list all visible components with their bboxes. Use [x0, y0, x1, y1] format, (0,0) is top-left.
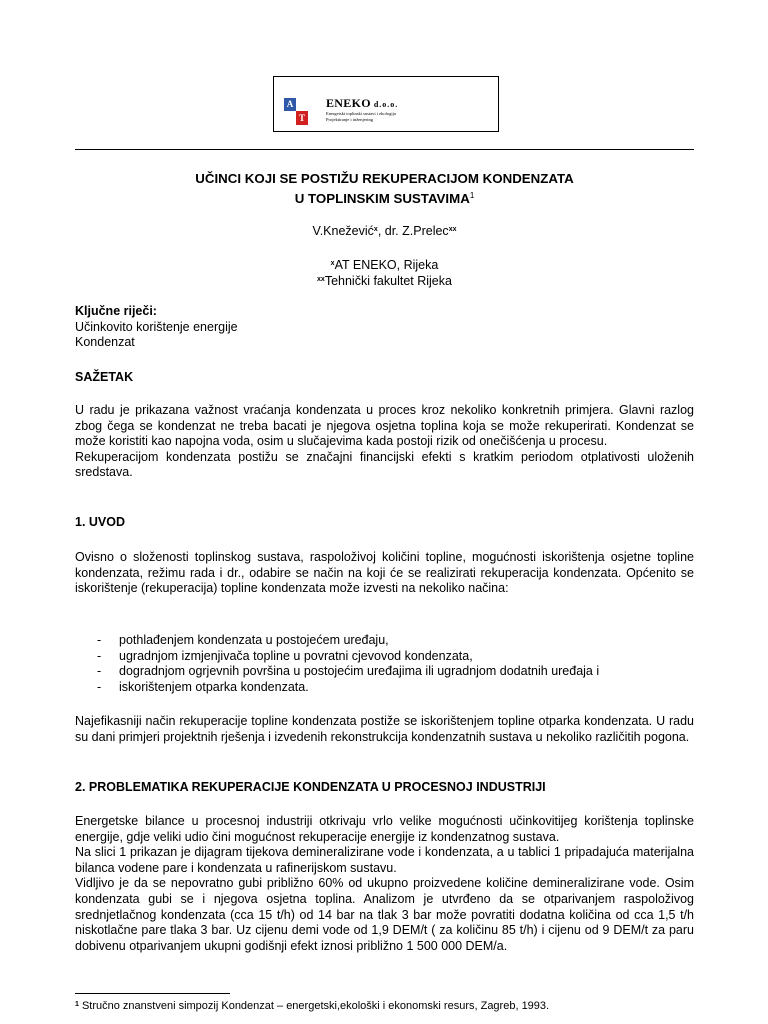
author-1-mark: x — [373, 226, 378, 233]
section-1-paragraph-1: Ovisno o složenosti toplinskog sustava, raspoloživoj količini topline, mogućnosti iskorištenja osjetne topline kondenzata, režimu rada i dr., odabire se način na koji će se realizirati rekuperacija kondenzata. Općenito se iskorištenje (rekuperacija) topline kondenzata može izvesti na nekoliko načina: — [75, 550, 694, 596]
section-2-paragraph-1: Energetske bilance u procesnoj industriji otkrivaju vrlo velike mogućnosti učinkovitijeg korištenja toplinske energije, gdje veliki udio čini mogućnost rekuperacije energije iz kondenzatnog sustava. — [75, 814, 694, 844]
keyword-item: Kondenzat — [75, 335, 135, 350]
footnote-divider — [75, 993, 230, 994]
list-item — [75, 649, 694, 665]
footnote — [75, 998, 549, 1013]
list-item — [75, 633, 694, 649]
author-1: V.Knežević — [312, 224, 374, 238]
footnote-mark: 1 — [75, 1001, 79, 1008]
logo-tagline — [326, 111, 396, 122]
title-footnote-mark: 1 — [469, 191, 475, 200]
keywords-section — [75, 304, 694, 351]
document-title — [75, 170, 694, 207]
title-line2 — [75, 187, 694, 207]
section-1-conclusion — [75, 714, 694, 745]
author-2: Z.Prelec — [402, 224, 449, 238]
author-2-mark: xx — [448, 226, 457, 233]
company-logo — [273, 76, 499, 132]
list-item-text: ugradnjom izmjenjivača topline u povratni cjevovod kondenzata, — [119, 648, 473, 663]
keyword-item: Učinkovito korištenje energije — [75, 319, 238, 334]
section-1-heading — [75, 515, 694, 531]
affiliation-2-mark: xx — [317, 276, 325, 283]
affiliation-2 — [75, 272, 694, 289]
header-divider — [75, 149, 694, 150]
abstract-body — [75, 403, 694, 481]
section-1-heading-text: 1. UVOD — [75, 515, 126, 529]
section-2-paragraph-2: Na slici 1 prikazan je dijagram tijekova demineralizirane vode i kondenzata, a u tablici 1 pripadajuća materijalna bilanca vodene pare i kondenzata u rafinerijskom sustavu. — [75, 845, 694, 875]
affiliation-1-text: AT ENEKO, Rijeka — [334, 258, 439, 272]
section-2-heading-text: 2. PROBLEMATIKA REKUPERACIJE KONDENZATA U PROCESNOJ INDUSTRIJI — [75, 780, 546, 794]
logo-tagline-line2: Projektiranje i inženjering — [326, 116, 373, 122]
section-2-paragraph-3: Vidljivo je da se nepovratno gubi približno 60% od ukupno proizvedene količine demineralizirane vode. Osim kondenzata gubi se i njegova osjetna toplina. Analizom je utvrđeno da se otparivanjem raspoloživog srednjetlačnog kondenzata (cca 15 t/h) od 14 bar na tlak 3 bar može povratiti dodatna količina od cca 1,5 t/h niskotlačne pare tlaka 3 bar. Uz cijenu demi vode od 1,9 DEM/t ( za količinu 85 t/h) i cijenu od 9 DEM/t za paru dobivenu otparivanjem ukupni godišnji efekt iznosi približno 1 500 000 DEM/a. — [75, 876, 694, 953]
section-2-heading — [75, 780, 694, 796]
section-2-body — [75, 814, 694, 954]
author-separator: , dr. — [377, 224, 403, 238]
affiliation-1 — [75, 256, 694, 273]
list-bullet: - — [97, 648, 102, 663]
list-item-text: iskorištenjem otparka kondenzata. — [119, 679, 309, 694]
footnote-text: Stručno znanstveni simpozij Kondenzat – energetski,ekološki i ekonomski resurs, Zagreb, 1993. — [78, 1000, 550, 1012]
list-item — [75, 664, 694, 680]
list-item-text: dogradnjom ogrjevnih površina u postojećim uređajima ili ugradnjom dodatnih uređaja i — [119, 664, 600, 679]
authors — [75, 222, 694, 239]
section-1-intro — [75, 550, 694, 597]
at-logo-icon — [284, 98, 308, 128]
affiliation-2-text: Tehnički fakultet Rijeka — [324, 274, 452, 288]
list-bullet: - — [97, 633, 102, 647]
list-item-text: pothlađenjem kondenzata u postojećem uređaju, — [119, 633, 389, 647]
abstract-paragraph-1: U radu je prikazana važnost vraćanja kondenzata u proces kroz nekoliko konkretnih primjera. Glavni razlog zbog čega se kondenzat ne treba bacati je njegova osjetna toplina koja se može rekuperirati. Kondenzat se može koristiti kao napojna voda, osim u slučajevima kada postoji rizik od onečišćenja u procesu. — [75, 403, 694, 449]
logo-letter-t: T — [296, 111, 308, 125]
abstract-paragraph-2: Rekuperacijom kondenzata postižu se značajni financijski efekti s kratkim periodom otplativosti uloženih sredstava. — [75, 449, 694, 480]
list-item — [75, 680, 694, 696]
logo-name-text: ENEKO — [326, 96, 371, 110]
abstract-heading-text: SAŽETAK — [75, 370, 134, 384]
logo-company-name — [326, 96, 398, 111]
list-bullet: - — [97, 664, 102, 679]
abstract-heading — [75, 370, 694, 386]
keywords-heading: Ključne riječi: — [75, 304, 157, 318]
list-bullet: - — [97, 679, 102, 694]
logo-suffix: d.o.o. — [373, 100, 399, 109]
title-line1: UČINCI KOJI SE POSTIŽU REKUPERACIJOM KONDENZATA — [195, 171, 574, 186]
method-list — [75, 633, 694, 695]
section-1-paragraph-2: Najefikasniji način rekuperacije topline kondenzata postiže se iskorištenjem topline otparka kondenzata. U radu su dani primjeri projektnih rješenja i izvedenih rekonstrukcija kondenzatnih sustava u nekoliko različitih pogona. — [75, 714, 694, 744]
title-line2-text: U TOPLINSKIM SUSTAVIMA — [294, 191, 470, 206]
logo-letter-a: A — [284, 98, 296, 111]
logo-tagline-line1: Energetski toplinski sustavi i ekologija — [326, 111, 396, 116]
affiliation-1-mark: x — [330, 260, 335, 267]
